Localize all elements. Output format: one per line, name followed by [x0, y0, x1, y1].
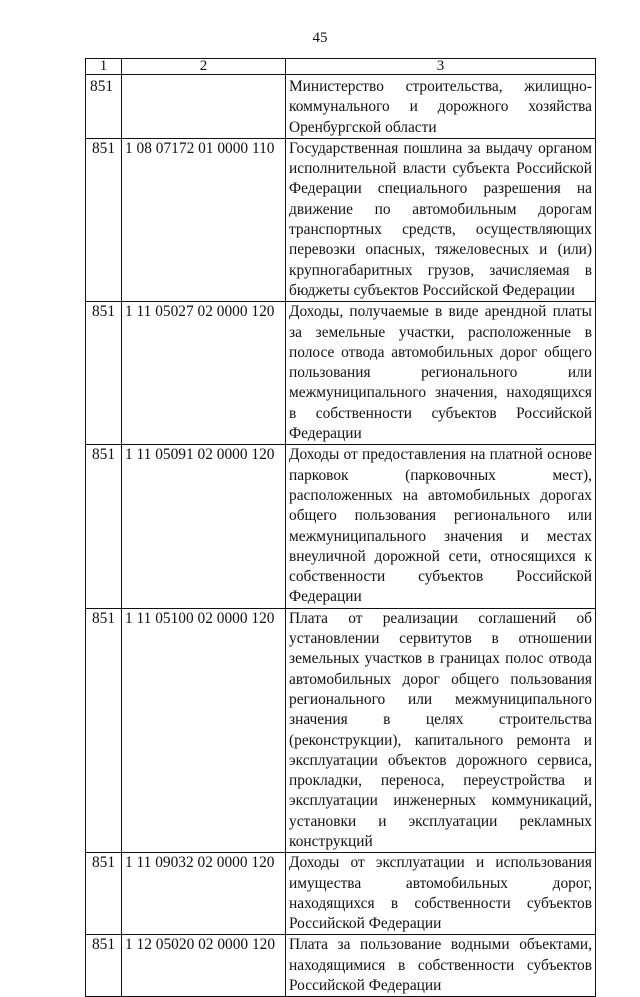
- row-classification: 1 11 05091 02 0000 120: [122, 445, 286, 608]
- row-classification: 1 12 05020 02 0000 120: [122, 935, 286, 997]
- row-classification: 1 11 09032 02 0000 120: [122, 853, 286, 935]
- row-code: 851: [86, 302, 122, 445]
- revenue-table: [85, 58, 596, 997]
- row-code: 851: [86, 138, 122, 301]
- table-row: [86, 138, 596, 301]
- table-row: [86, 853, 596, 935]
- ministry-row: [86, 75, 596, 139]
- row-classification: 1 08 07172 01 0000 110: [122, 138, 286, 301]
- column-header-2: 2: [122, 59, 286, 75]
- row-code: 851: [86, 935, 122, 997]
- row-classification: 1 11 05100 02 0000 120: [122, 608, 286, 853]
- ministry-code: 851: [86, 75, 122, 139]
- row-code: 851: [86, 445, 122, 608]
- ministry-classification: [122, 75, 286, 139]
- row-description: Доходы от предоставления на платной основе парковок (парковочных мест), расположенных на автомобильных дорогах общего пользования регионального или межмуниципального значения и местах внеуличной дорожной сети, относящихся к собственности субъектов Российской Федерации: [286, 445, 596, 608]
- row-description: Доходы от эксплуатации и использования имущества автомобильных дорог, находящихся в собственности субъектов Российской Федерации: [286, 853, 596, 935]
- row-description: Плата за пользование водными объектами, находящимися в собственности субъектов Российской Федерации: [286, 935, 596, 997]
- column-header-3: 3: [286, 59, 596, 75]
- table-row: [86, 302, 596, 445]
- row-description: Плата от реализации соглашений об установлении сервитутов в отношении земельных участков в границах полос отвода автомобильных дорог общего пользования регионального или межмуниципального значения в целях строительства (реконструкции), капитального ремонта и эксплуатации объектов дорожного сервиса, прокладки, переноса, переустройства и эксплуатации инженерных коммуникаций, установки и эксплуатации рекламных конструкций: [286, 608, 596, 853]
- ministry-name: Министерство строительства, жилищно-коммунального и дорожного хозяйства Оренбургской области: [286, 75, 596, 139]
- column-header-1: 1: [86, 59, 122, 75]
- table-row: [86, 935, 596, 997]
- table-header-row: [86, 59, 596, 75]
- page-number: 45: [312, 30, 328, 46]
- row-code: 851: [86, 853, 122, 935]
- row-description: Государственная пошлина за выдачу органом исполнительной власти субъекта Российской Федерации специального разрешения на движение по автомобильным дорогам транспортных средств, осуществляющих перевозки опасных, тяжеловесных и (или) крупногабаритных грузов, зачисляемая в бюджеты субъектов Российской Федерации: [286, 138, 596, 301]
- table-row: [86, 608, 596, 853]
- row-code: 851: [86, 608, 122, 853]
- table-row: [86, 445, 596, 608]
- row-classification: 1 11 05027 02 0000 120: [122, 302, 286, 445]
- row-description: Доходы, получаемые в виде арендной платы за земельные участки, расположенные в полосе отвода автомобильных дорог общего пользования регионального или межмуниципального значения, находящихся в собственности субъектов Российской Федерации: [286, 302, 596, 445]
